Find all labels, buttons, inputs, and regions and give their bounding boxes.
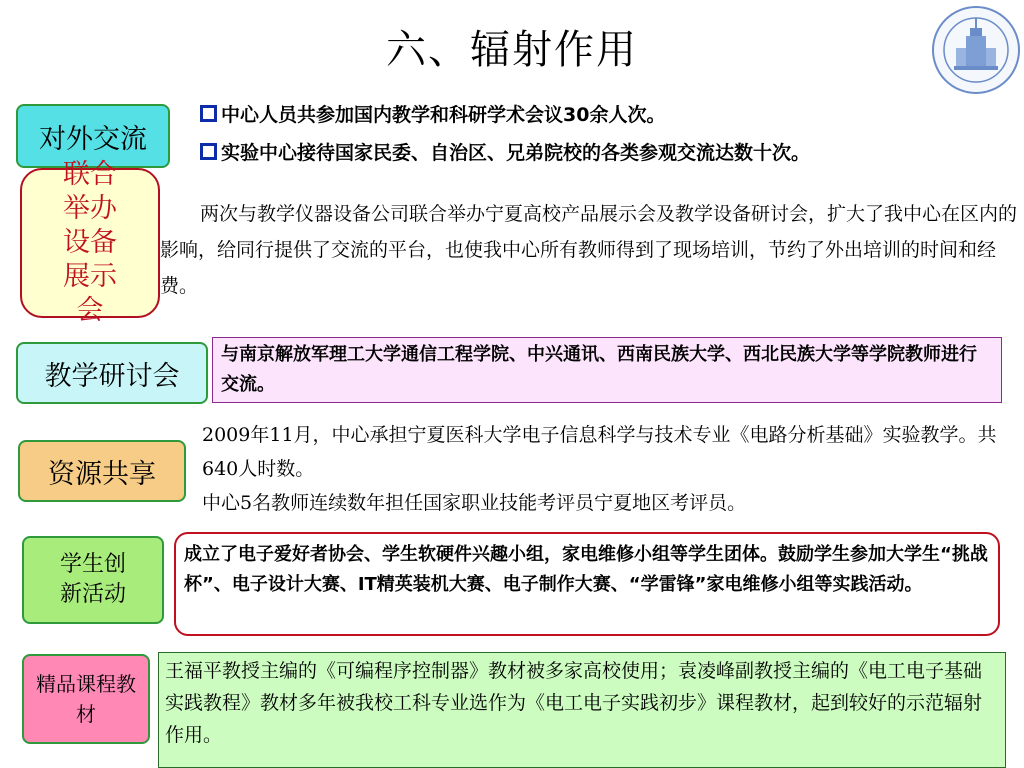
university-seal-icon [930, 4, 1022, 96]
tag-teaching-seminar: 教学研讨会 [16, 342, 208, 404]
tag-course-textbook-label: 精品课程教材 [36, 672, 136, 726]
bullet-text: 中心人员共参加国内教学和科研学术会议30余人次。 [221, 104, 666, 126]
square-bullet-icon [200, 143, 217, 160]
innovation-box: 成立了电子爱好者协会、学生软硬件兴趣小组，家电维修小组等学生团体。鼓励学生参加大学生“挑战杯”、电子设计大赛、IT精英装机大赛、电子制作大赛、“学雷锋”家电维修小组等实践活动。 [174, 532, 1000, 636]
resource-line: 2009年11月，中心承担宁夏医科大学电子信息科学与技术专业《电路分析基础》实验教学。共640人时数。 [202, 424, 997, 480]
bullet-item [200, 100, 980, 130]
bullet-text: 实验中心接待国家民委、自治区、兄弟院校的各类参观交流达数十次。 [221, 142, 811, 164]
resource-line: 中心5名教师连续数年担任国家职业技能考评员宁夏地区考评员。 [202, 492, 747, 514]
tag-student-innovation [22, 536, 164, 624]
square-bullet-icon [200, 105, 217, 122]
tag-joint-exhibition-label: 联合举办设备展示会 [63, 159, 117, 326]
tag-joint-exhibition [20, 159, 160, 326]
seminar-box: 与南京解放军理工大学通信工程学院、中兴通讯、西南民族大学、西北民族大学等学院教师进行交流。 [212, 337, 1002, 403]
tag-resource-sharing: 资源共享 [18, 440, 186, 502]
tag-external-exchange: 对外交流 [16, 104, 170, 168]
bullet-item [200, 138, 976, 168]
textbook-box: 王福平教授主编的《可编程序控制器》教材被多家高校使用；袁凌峰副教授主编的《电工电子基础实践教程》教材多年被我校工科专业选作为《电工电子实践初步》课程教材，起到较好的示范辐射作用。 [158, 652, 1006, 768]
resource-sharing-text [202, 418, 1012, 520]
exhibition-paragraph: 两次与教学仪器设备公司联合举办宁夏高校产品展示会及教学设备研讨会，扩大了我中心在区内的影响，给同行提供了交流的平台，也使我中心所有教师得到了现场培训，节约了外出培训的时间和经费。 [160, 203, 1018, 297]
tag-student-innovation-label: 学生创新活动 [59, 552, 126, 607]
page-title: 六、辐射作用 [386, 27, 638, 73]
tag-course-textbook [22, 654, 150, 744]
